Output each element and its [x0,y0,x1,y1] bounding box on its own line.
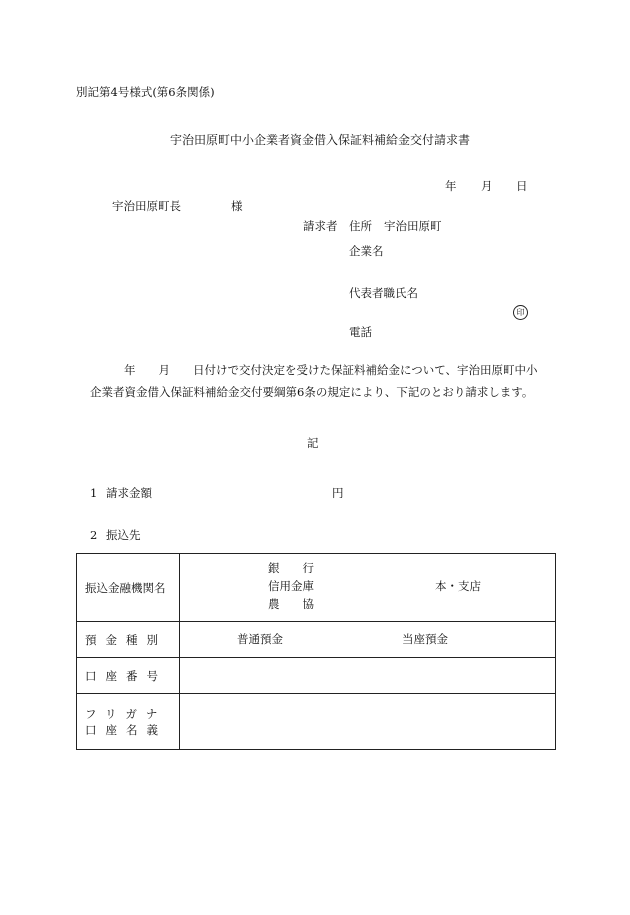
bank-type-ginko: 銀 行 [268,561,314,575]
account-number-label: 口座番号 [77,658,180,694]
addressee-honorific: 様 [231,199,243,213]
bank-transfer-table [76,553,556,750]
branch-label: 本・支店 [435,579,481,593]
seal-icon: 印 [513,305,528,320]
addressee-name: 宇治田原町長 [112,199,181,213]
account-holder-label [77,694,180,750]
deposit-type-label: 預金種別 [77,622,180,658]
requester-label: 請求者 [303,219,338,233]
bank-type-nokyo: 農 協 [268,597,314,611]
furigana-label: フリガナ [85,706,167,721]
body-text-line1: 年 月 日付けで交付決定を受けた保証料補給金について、宇治田原町中小 [124,363,538,377]
seal-mark [513,305,528,320]
address-value: 宇治田原町 [384,219,442,233]
table-row [77,622,556,658]
bank-name-cell[interactable] [180,554,556,622]
date-day: 日 [516,179,528,193]
deposit-type-cell[interactable] [180,622,556,658]
document-title: 宇治田原町中小企業者資金借入保証料補給金交付請求書 [170,133,471,147]
date-year: 年 [445,179,457,193]
bank-type-shinkin: 信用金庫 [268,579,314,593]
date-month: 月 [481,179,493,193]
address-label: 住所 [349,219,372,233]
phone-label: 電話 [349,325,372,339]
company-label: 企業名 [349,244,384,258]
table-row [77,658,556,694]
account-holder-cell[interactable] [180,694,556,750]
deposit-option-ordinary[interactable]: 普通預金 [237,632,283,646]
table-row [77,554,556,622]
table-row [77,694,556,750]
form-number: 別記第4号様式(第6条関係) [76,85,215,99]
representative-label: 代表者職氏名 [349,286,418,300]
item1-unit: 円 [332,486,344,500]
deposit-option-current[interactable]: 当座預金 [402,632,448,646]
item2-number: 2 [90,528,98,542]
body-text-line2: 企業者資金借入保証料補給金交付要綱第6条の規定により、下記のとおり請求します。 [90,385,534,399]
bank-name-label: 振込金融機関名 [77,554,180,622]
ki-heading: 記 [307,436,319,450]
item1-label: 請求金額 [106,486,152,500]
item1-number: 1 [90,486,98,500]
account-name-label: 口座名義 [85,722,167,737]
item2-label: 振込先 [106,528,141,542]
account-number-cell[interactable] [180,658,556,694]
